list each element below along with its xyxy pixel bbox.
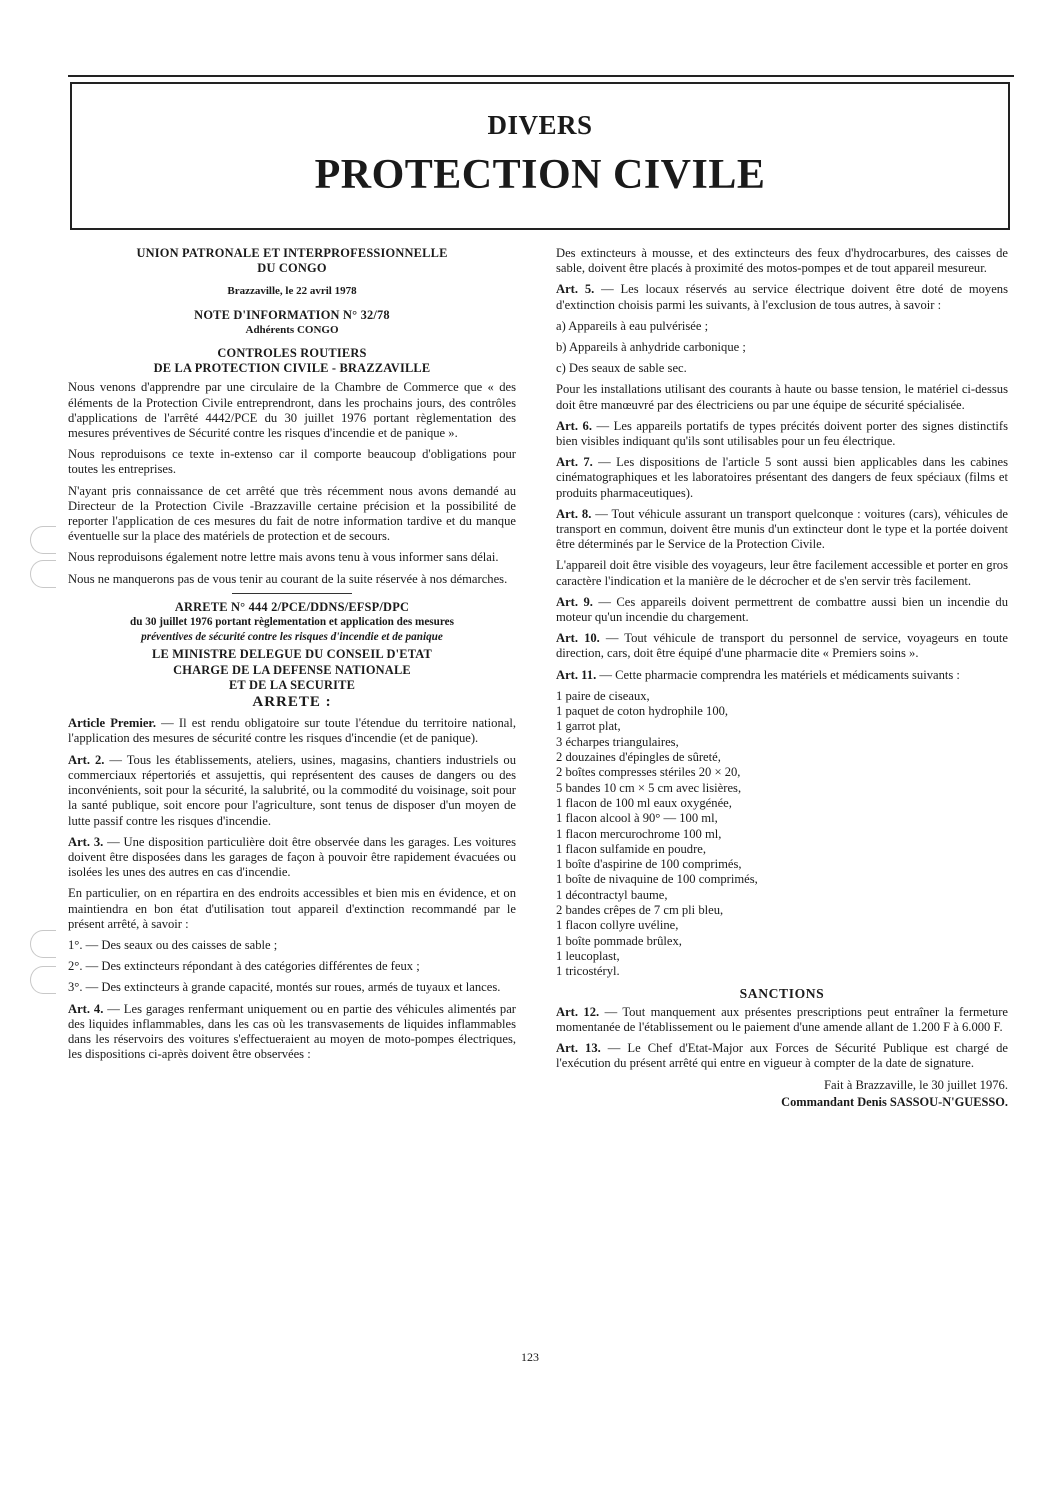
paragraph: N'ayant pris connaissance de cet arrêté que très récemment nous avons demandé au Directeur de la Protection Civile -Brazzaville certaine précision et la possibilité de reporter l'application de ces mesures du fait de notre information tardive et du manque éventuelle sur la place des matériels de protection et de secours. (68, 483, 516, 544)
section-header (70, 82, 1010, 230)
article-text: — Tout véhicule assurant un transport quelconque : voitures (cars), véhicules de transport en commun, doivent être munis d'un extincteur dont le type et la portée doivent être déterminés par le Service de la Protection Civile. (556, 506, 1009, 552)
article-label: Art. 9. (556, 594, 593, 609)
top-rule (68, 75, 1014, 77)
punch-hole-mark (30, 560, 56, 588)
page-number: 123 (521, 1350, 539, 1364)
list-item: 3 écharpes triangulaires, (556, 734, 679, 749)
article-label: Art. 3. (68, 834, 104, 849)
minister-title: LE MINISTRE DELEGUE DU CONSEIL D'ETAT (152, 647, 432, 662)
article (556, 668, 1008, 683)
right-column (556, 246, 1008, 1110)
list-item: a) Appareils à eau pulvérisée ; (556, 318, 709, 333)
list-item: 1 leucoplast, (556, 948, 620, 963)
article-label: Art. 8. (556, 506, 592, 521)
paragraph: L'appareil doit être visible des voyageurs, leur être facilement accessible et porter en gros caractère l'indication et la manière de le décrocher et de s'en servir très facilement. (556, 558, 1008, 588)
list-item: 1 paquet de coton hydrophile 100, (556, 704, 729, 719)
list-item: 1 paire de ciseaux, (556, 688, 650, 703)
org-name-line2: DU CONGO (257, 261, 327, 276)
list-item: 2 douzaines d'épingles de sûreté, (556, 750, 721, 765)
article-text: — Tout véhicule de transport du personnel de service, voyageurs en toute direction, cars, doit être équipé d'une pharmacie dite « Premiers soins ». (556, 631, 1008, 661)
article-label: Art. 4. (68, 1001, 104, 1016)
punch-hole-mark (30, 966, 56, 994)
article-text: — Cette pharmacie comprendra les matériels et médicaments suivants : (596, 667, 960, 682)
article-text: — Ces appareils doivent permettrent de combattre aussi bien un incendie du moteur qu'un incendie du chargement. (556, 594, 1008, 625)
paragraph: Nous reproduisons également notre lettre mais avons tenu à vous informer sans délai. (68, 550, 499, 565)
article-text: — Il est rendu obligatoire sur toute l'étendue du territoire national, l'application des mesures de sécurité contre les risques d'incendie (et de panique). (68, 716, 516, 746)
subject-line1: CONTROLES ROUTIERS (217, 346, 367, 361)
article-label: Art. 6. (556, 418, 593, 433)
article-text: — Tout manquement aux présentes prescriptions peut entraîner la fermeture momentanée de l'établissement ou le paiement d'une amende allant de 1.200 F à 6.000 F. (556, 1004, 1008, 1034)
article-text: — Les dispositions de l'article 5 sont aussi bien applicables dans les cabines cinématographiques et les laboratoires présentant des dangers de feux spéciaux (films et produits pharmaceutiques). (556, 455, 1009, 500)
divider (232, 593, 352, 594)
paragraph: Des extincteurs à mousse, et des extincteurs des feux d'hydrocarbures, des caisses de sable, doivent être placés à proximité des motos-pompes et de tout appareil mesureur. (556, 246, 1008, 276)
article-text: — Tous les établissements, ateliers, usines, magasins, chantiers industriels ou commerciaux répertoriés et assujettis, qui représentent des causes de dangers ou des inconvénients, soit pour la sécurité, la salubrité, ou la commodité du voisinage, soit pour la santé publique, soit encore pour l'agriculture, sont tenus de disposer d'un moyen de lutte passif contre les risques d'incendie. (68, 752, 516, 828)
list-item: 2 boîtes compresses stériles 20 × 20, (556, 765, 741, 780)
list-item: b) Appareils à anhydride carbonique ; (556, 340, 746, 355)
punch-hole-mark (30, 930, 56, 958)
article-label: Article Premier. (68, 716, 157, 731)
place-date: Fait à Brazzaville, le 30 juillet 1976. (824, 1077, 1008, 1092)
article (556, 1005, 1008, 1035)
signature: Commandant Denis SASSOU-N'GUESSO. (781, 1094, 1008, 1109)
article-text: — Les locaux réservés au service électrique doivent être doté de moyens d'extinction choisis parmi les suivants, à l'exclusion de tous autres, à savoir : (556, 282, 1009, 312)
list-item: 5 bandes 10 cm × 5 cm avec lisières, (556, 780, 742, 795)
article (556, 455, 1008, 501)
article (68, 1002, 516, 1063)
arrete-number: ARRETE N° 444 2/PCE/DDNS/EFSP/DPC (174, 599, 410, 614)
list-item: 1 boîte de nivaquine de 100 comprimés, (556, 872, 758, 887)
list-item: 1 flacon alcool à 90° — 100 ml, (556, 811, 718, 826)
list-item: 1 tricostéryl. (556, 964, 620, 979)
arrete-description: du 30 juillet 1976 portant règlementation et application des mesures (130, 616, 454, 629)
minister-title: CHARGE DE LA DEFENSE NATIONALE (173, 662, 411, 677)
arrete-description: préventives de sécurité contre les risques d'incendie et de panique (141, 631, 443, 644)
article (556, 282, 1008, 312)
list-item: c) Des seaux de sable sec. (556, 361, 687, 376)
list-item: 2°. — Des extincteurs répondant à des catégories différentes de feux ; (68, 959, 420, 974)
article-text: — Une disposition particulière doit être observée dans les garages. Les voitures doivent être disposées dans les garages de façon à pouvoir être rapidement évacuées ou isolées les unes des autres en cas d'incendie. (68, 834, 516, 880)
minister-title: ET DE LA SECURITE (228, 677, 356, 692)
left-column (68, 246, 516, 1068)
list-item: 1 boîte d'aspirine de 100 comprimés, (556, 857, 742, 872)
note-subtitle: Adhérents CONGO (245, 323, 339, 336)
article (556, 595, 1008, 625)
punch-hole-mark (30, 526, 56, 554)
subject-line2: DE LA PROTECTION CIVILE - BRAZZAVILLE (153, 361, 431, 376)
dateline: Brazzaville, le 22 avril 1978 (227, 285, 357, 298)
article (68, 835, 516, 881)
list-item: 1 décontractyl baume, (556, 887, 668, 902)
org-name-line1: UNION PATRONALE ET INTERPROFESSIONNELLE (136, 246, 448, 260)
article-label: Art. 12. (556, 1004, 600, 1019)
list-item: 1 flacon sulfamide en poudre, (556, 841, 707, 856)
article (556, 419, 1008, 449)
paragraph: Nous venons d'apprendre par une circulaire de la Chambre de Commerce que « des éléments de la Protection Civile entreprendront, dans les prochains jours, des contrôles d'applications de l'arrêté 4442/PCE du 30 juillet 1976 portant règlementation des mesures préventives de Sécurité contre les risques d'incendie et de panique ». (68, 380, 516, 441)
arrete-heading: ARRETE : (252, 694, 332, 711)
note-title: NOTE D'INFORMATION N° 32/78 (194, 307, 390, 322)
article (556, 631, 1008, 661)
list-item: 1 garrot plat, (556, 719, 621, 734)
paragraph: Pour les installations utilisant des courants à haute ou basse tension, le matériel ci-dessus doit être manœuvré par des électriciens ou par une équipe de sécurité spécialisée. (556, 382, 1008, 412)
article (556, 1041, 1008, 1071)
first-aid-list (556, 689, 1008, 980)
list-item: 1 flacon mercurochrome 100 ml, (556, 826, 722, 841)
paragraph: En particulier, on en répartira en des endroits accessibles et bien mis en évidence, et on maintiendra en bon état d'utilisation tout appareil d'extinction recommandé par le présent arrêté, à savoir : (68, 886, 516, 931)
article-text: — Le Chef d'Etat-Major aux Forces de Sécurité Publique est chargé de l'exécution du présent arrêté qui entre en vigueur à compter de la date de signature. (556, 1041, 1008, 1071)
article-label: Art. 11. (556, 667, 597, 682)
article (556, 507, 1008, 553)
article-text: — Les garages renfermant uniquement ou en partie des véhicules alimentés par des liquides inflammables, dans les cas où les transvasements de liquides inflammables dans les réservoirs des voitures s'effectueraient au moyen de moto-pompes électriques, les dispositions ci-après doivent être observées : (68, 1001, 516, 1062)
list-item: 3°. — Des extincteurs à grande capacité, montés sur roues, armés de tuyaux et lances. (68, 980, 501, 995)
article-label: Art. 13. (556, 1041, 601, 1056)
article-label: Art. 7. (556, 455, 593, 470)
article-label: Art. 2. (68, 752, 105, 767)
article (68, 716, 516, 746)
article-text: — Les appareils portatifs de types précités doivent porter des signes distinctifs bien visibles indiquant qu'ils sont utilisables pour un feu électrique. (556, 418, 1009, 449)
list-item: 1 flacon collyre uvéline, (556, 918, 679, 933)
paragraph: Nous reproduisons ce texte in-extenso car il comporte beaucoup d'obligations pour toutes les entreprises. (68, 447, 516, 477)
list-item: 1 boîte pommade brûlex, (556, 933, 682, 948)
article (68, 753, 516, 829)
page-title: PROTECTION CIVILE (314, 152, 766, 198)
article-label: Art. 10. (556, 631, 600, 646)
list-item: 2 bandes crêpes de 7 cm pli bleu, (556, 903, 724, 918)
paragraph: Nous ne manquerons pas de vous tenir au courant de la suite réservée à nos démarches. (68, 571, 508, 586)
list-item: 1 flacon de 100 ml eaux oxygénée, (556, 795, 732, 810)
section-label: DIVERS (487, 110, 593, 140)
sanctions-heading: SANCTIONS (739, 985, 825, 1001)
list-item: 1°. — Des seaux ou des caisses de sable ; (68, 937, 278, 952)
article-label: Art. 5. (556, 282, 595, 297)
